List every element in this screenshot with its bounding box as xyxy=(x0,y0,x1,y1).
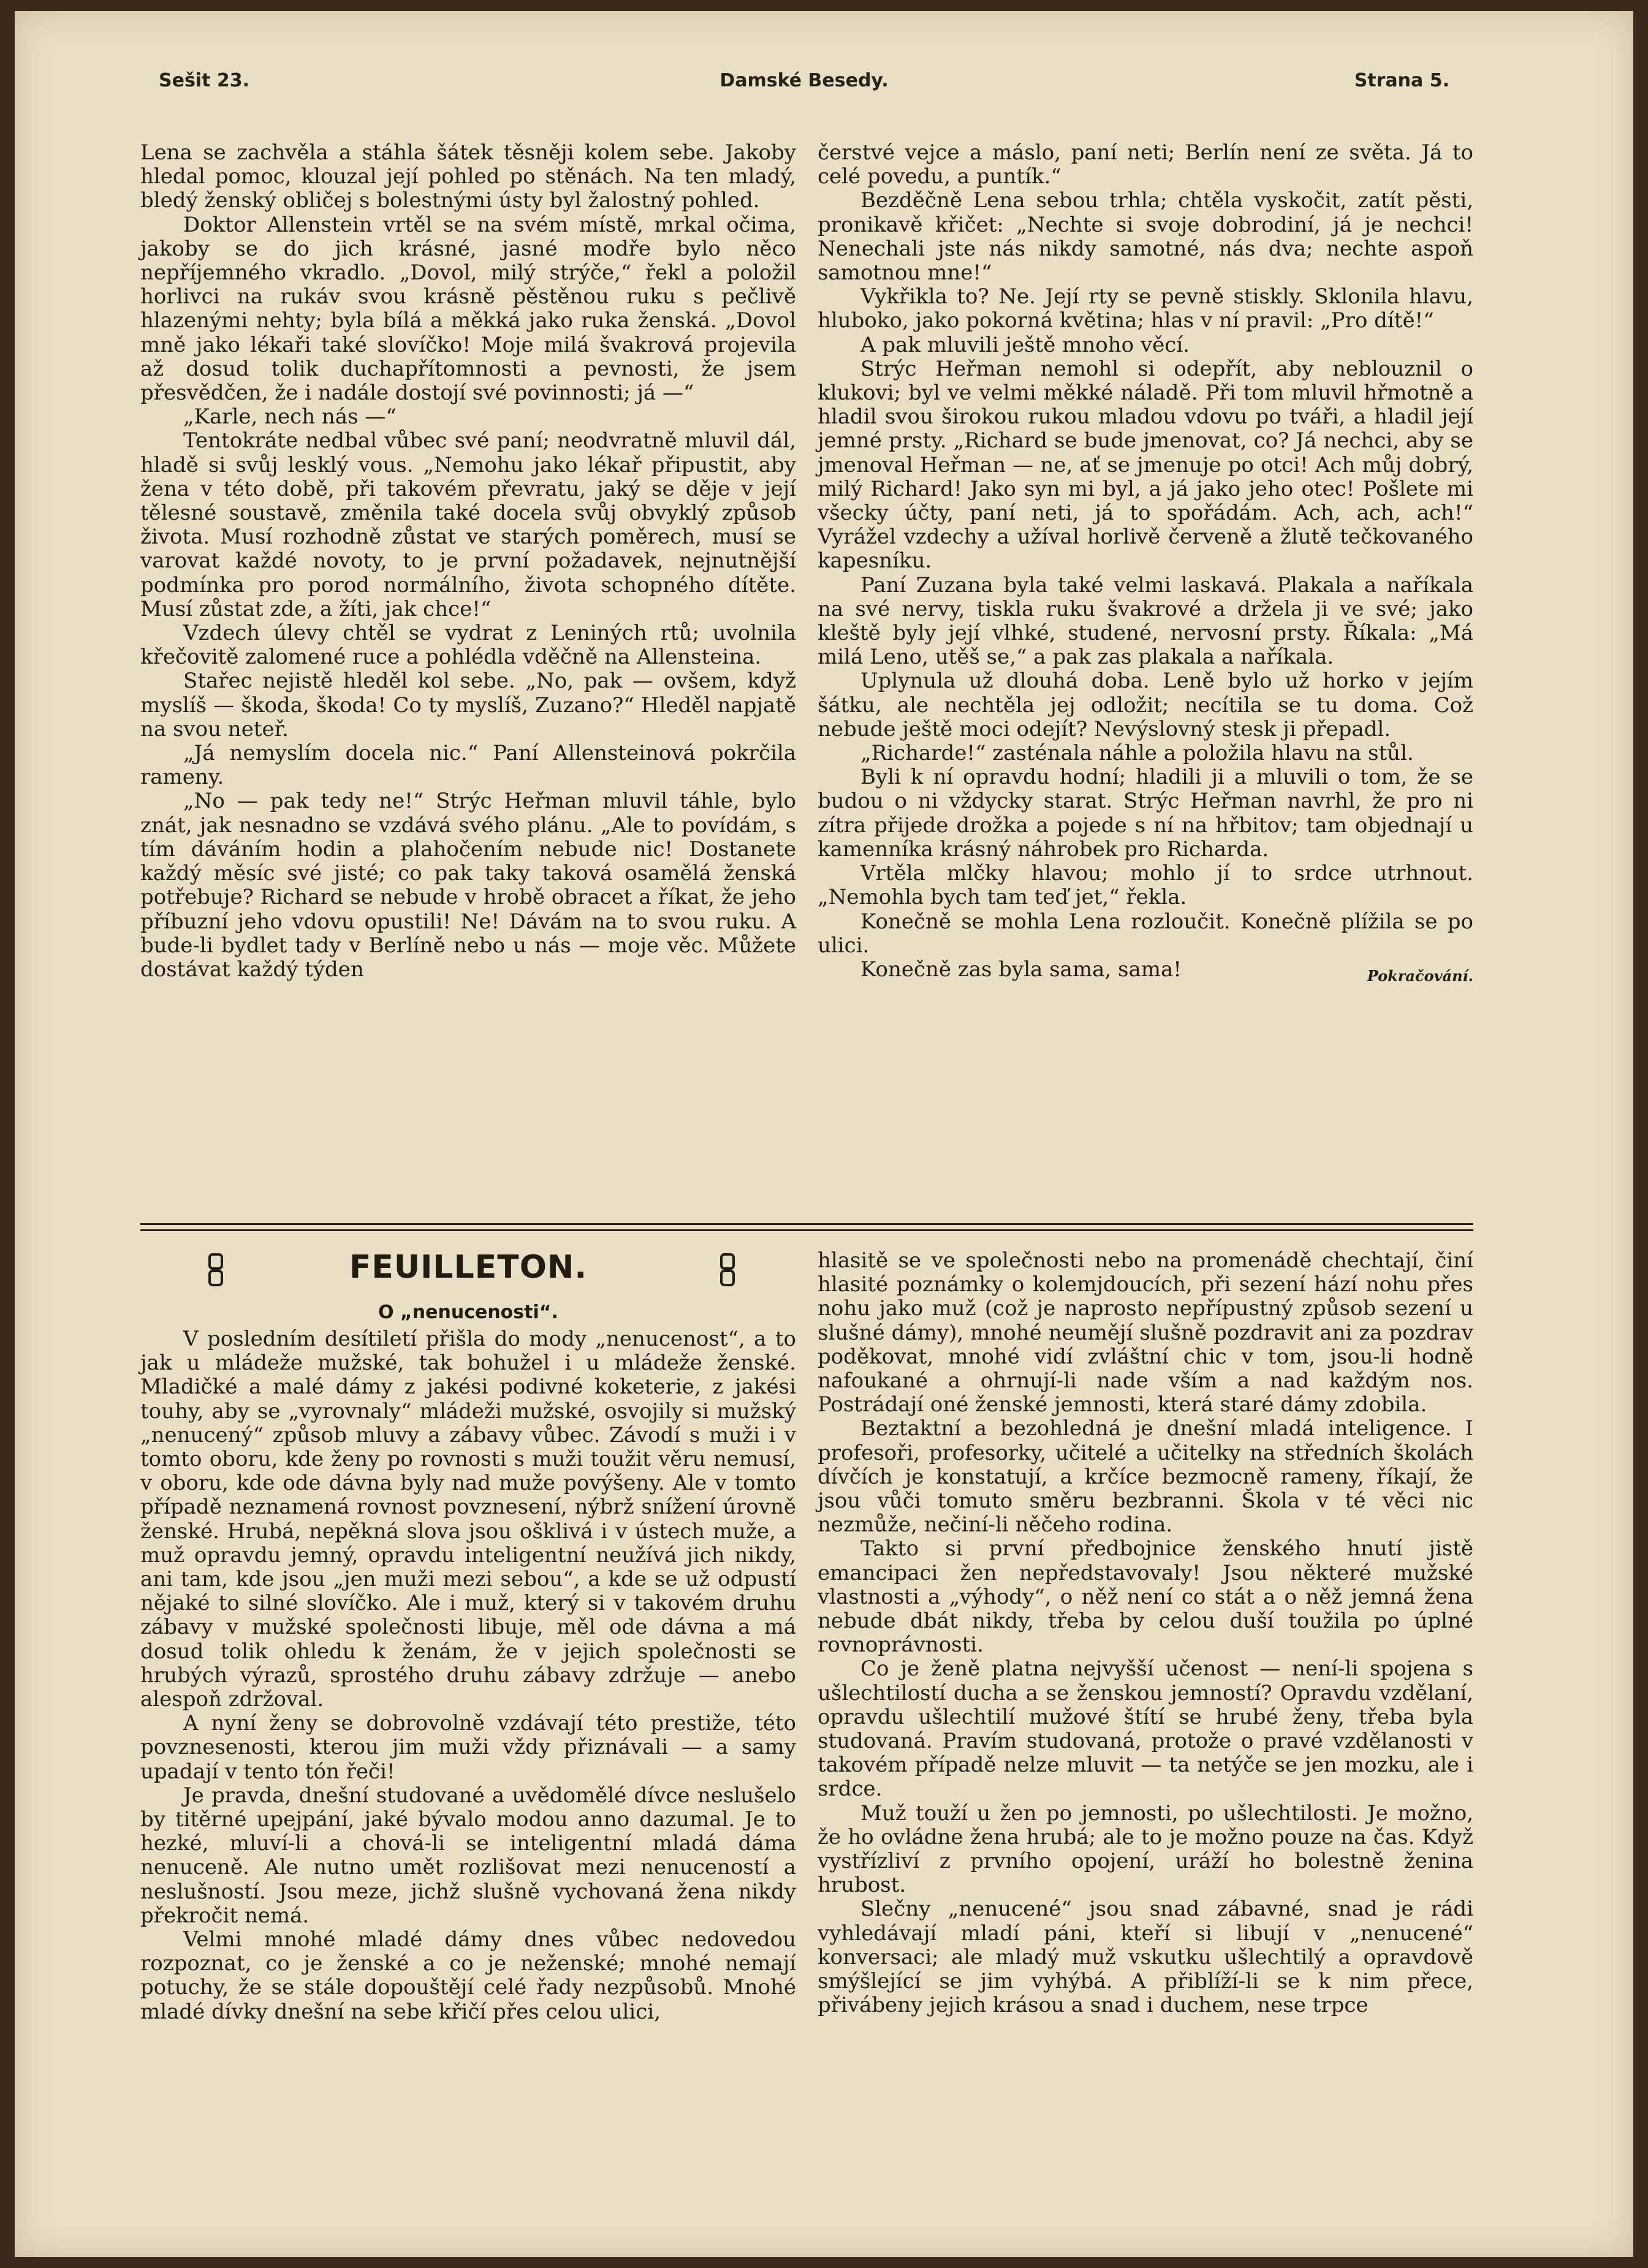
paragraph: Paní Zuzana byla také velmi laskavá. Plakala a naříkala na své nervy, tiskla ruku švakrové a držela ji ve své; jako kleště byly její vlhké, studené, nervosní prsty. Říkala: „Má milá Leno, utěš se,“ a pak zas plakala a naříkala. xyxy=(818,572,1473,670)
feuilleton-column-1 xyxy=(140,1327,796,2024)
paragraph: Takto si první předbojnice ženského hnutí jistě emancipaci žen nepředstavovaly! Jsou některé mužské vlastnosti a „výhody“, o něž není co stát a o něž jemná žena nebude dbát nikdy, třeba by celou duší toužila po úplné rovnoprávnosti. xyxy=(818,1536,1473,1658)
paragraph: Je pravda, dnešní studované a uvědomělé dívce neslušelo by titěrné upejpání, jaké bývalo modou anno dazumal. Je to hezké, mluví-li a chová-li se inteligentní mladá dáma nenuceně. Ale nutno umět rozlišovat mezi nenuceností a neslušností. Jsou meze, jichž slušně vychovaná žena nikdy překročit nemá. xyxy=(140,1783,796,1928)
paragraph: „Karle, nech nás —“ xyxy=(183,404,397,430)
article-title: O „nenucenosti“. xyxy=(378,1302,558,1323)
paragraph: Velmi mnohé mladé dámy dnes vůbec nedovedou rozpoznat, co je ženské a co je neženské; mnohé nemají potuchy, že se stále dopouštějí celé řady nezpůsobů. Mnohé mladé dívky dnešní na sebe křičí přes celou ulici, xyxy=(140,1927,796,2024)
feuilleton-heading xyxy=(140,1249,796,1322)
paragraph: Slečny „nenucené“ jsou snad zábavné, snad je rádi vyhledávají mladí páni, kteří si libují v „nenucené“ konversaci; ale mladý muž vskutku ušlechtilý a opravdově smýšlející se jim vyhýbá. A přiblíží-li se k nim přece, přivábeny jejich krásou a snad i duchem, nese trpce xyxy=(818,1897,1473,2018)
paragraph: Beztaktní a bezohledná je dnešní mladá inteligence. I profesoři, profesorky, učitelé a učitelky na středních školách dívčích je konstatují, a krčíce bezmocně rameny, říkají, že jsou vůči tomuto směru bezbranni. Škola v té věci nic nezmůže, nečiní-li něčeho rodina. xyxy=(818,1416,1473,1538)
paragraph: Uplynula už dlouhá doba. Leně bylo už horko v jejím šátku, ale nechtěla jej odložit; necítila se tu doma. Což nebude ještě moci odejít? Nevýslovný stesk ji přepadl. xyxy=(818,669,1473,741)
paragraph: A pak mluvili ještě mnoho věcí. xyxy=(860,332,1190,357)
paragraph-text: Konečně zas byla sama, sama! xyxy=(860,957,1182,982)
page-number: Strana 5. xyxy=(1354,70,1449,91)
running-header xyxy=(159,70,1449,101)
paragraph: „No — pak tedy ne!“ Strýc Heřman mluvil táhle, bylo znát, jak nesnadno se vzdává svého plánu. „Ale to povídám, s tím dáváním hodin a plahočením nebude nic! Dostanete každý měsíc své jisté; co pak taky taková osamělá ženská potřebuje? Richard se nebude v hrobě obracet a říkat, že jeho příbuzní jeho vdovu opustili! Ne! Dávám na to svou ruku. A bude-li bydlet tady v Berlíně nebo u nás — moje věc. Můžete dostávat každý týden xyxy=(140,789,796,982)
paragraph: čerstvé vejce a máslo, paní neti; Berlín není ze světa. Já to celé povedu, a puntík.“ xyxy=(818,140,1473,189)
paragraph: Vykřikla to? Ne. Její rty se pevně stiskly. Sklonila hlavu, hluboko, jako pokorná květina; hlas v ní pravil: „Pro dítě!“ xyxy=(818,284,1473,333)
paragraph: Stařec nejistě hleděl kol sebe. „No, pak — ovšem, když myslíš — škoda, škoda! Co ty myslíš, Zuzano?“ Hleděl napjatě na svou neteř. xyxy=(140,669,796,741)
story-column-1 xyxy=(140,141,796,982)
ornament-icon xyxy=(720,1253,735,1287)
section-divider-bottom xyxy=(140,1229,1473,1231)
section-title: FEUILLETON. xyxy=(349,1249,588,1286)
paragraph: Byli k ní opravdu hodní; hladili ji a mluvili o tom, že se budou o ni vždycky starat. Strýc Heřman navrhl, že pro ni zítra přijede drožka a pojede s ní na hřbitov; tam objednají u kamenníka krásný náhrobek pro Richarda. xyxy=(818,765,1473,862)
continued-note: Pokračování. xyxy=(1367,966,1473,985)
paragraph: V posledním desítiletí přišla do mody „nenucenost“, a to jak u mládeže mužské, tak bohužel i u mládeže ženské. Mladičké a malé dámy z jakési podivné koketerie, z jakési touhy, aby se „vyrovnaly“ mládeži mužské, osvojily si mužský „nenucený“ způsob mluvy a zábavy vůbec. Závodí s muži i v tomto oboru, kde ženy po rovnosti s muži toužit věru nemusí, v oboru, kde ode dávna byly nad muže povýšeny. Ale v tomto případě neznamená rovnost povznesení, nýbrž snížení úrovně ženské. Hrubá, nepěkná slova jsou ošklivá i v ústech muže, a muž opravdu jemný, opravdu inteligentní neužívá jich nikdy, ani tam, kde jsou „jen muži mezi sebou“, a kde se už odpustí nějaké to silné slovíčko. Ale i muž, který si v takovém druhu zábavy v mužské společnosti libuje, měl ode dávna a má dosud tolik ohledu k ženám, že v jejich společnosti se hrubých výrazů, sprostého druhu zábavy zdržuje — anebo alespoň zdržoval. xyxy=(140,1327,796,1712)
story-column-2 xyxy=(818,141,1473,988)
paragraph: Vrtěla mlčky hlavou; mohlo jí to srdce utrhnout. „Nemohla bych tam teď jet,“ řekla. xyxy=(818,861,1473,910)
paragraph: A nyní ženy se dobrovolně vzdávají této prestiže, této povznesenosti, kterou jim muži vždy přiznávali — a samy upadají v tento tón řeči! xyxy=(140,1711,796,1784)
paragraph: Doktor Allenstein vrtěl se na svém místě, mrkal očima, jakoby se do jich krásné, jasné modře bylo něco nepříjemného vkradlo. „Dovol, milý strýče,“ řekl a položil horlivci na rukáv svou krásně pěstěnou ruku s pečlivě hlazenými nehty; byla bílá a měkká jako ruka ženská. „Dovol mně jako lékaři také slovíčko! Moje milá švakrová projevila až dosud tolik duchapřítomnosti a pevnosti, že jsem přesvědčen, že i nadále dostojí své povinnosti; já —“ xyxy=(140,212,796,406)
paragraph: Lena se zachvěla a stáhla šátek těsněji kolem sebe. Jakoby hledal pomoc, klouzal její pohled po stěnách. Na ten mladý, bledý ženský obličej s bolestnými ústy byl žalostný pohled. xyxy=(140,140,796,213)
paragraph: hlasitě se ve společnosti nebo na promenádě chechtají, činí hlasité poznámky o kolemjdoucích, při sezení hází nohu přes nohu jako muž (což je naprosto nepřípustný způsob sezení u slušné dámy), mnohé neumějí slušně pozdravit ani za pozdrav poděkovat, mnohé vidí zvláštní chic v tom, jsou-li hodně nafoukané a ohrnují-li nade vším a nad každým nos. Postrádají oné ženské jemnosti, která staré dámy zdobila. xyxy=(818,1248,1473,1417)
magazine-title: Damské Besedy. xyxy=(720,70,889,91)
feuilleton-column-2 xyxy=(818,1249,1473,2018)
paragraph: Bezděčně Lena sebou trhla; chtěla vyskočit, zatít pěsti, pronikavě křičet: „Nechte si svoje dobrodiní, já je nechci! Nenechali jste nás nikdy samotné, nás dva; nechte aspoň samotnou mne!“ xyxy=(818,188,1473,286)
paragraph: Muž touží u žen po jemnosti, po ušlechtilosti. Je možno, že ho ovládne žena hrubá; ale to je možno pouze na čas. Když vystřízliví z prvního opojení, uráží ho bolestně ženina hrubost. xyxy=(818,1800,1473,1898)
paragraph: Konečně se mohla Lena rozloučit. Konečně plížila se po ulici. xyxy=(818,909,1473,958)
final-paragraph xyxy=(818,957,1473,985)
paragraph: Strýc Heřman nemohl si odepřít, aby neblouznil o klukovi; byl ve velmi měkké náladě. Při tom mluvil hřmotně a hladil svou širokou rukou mladou vdovu po tváři, a hladil její jemné prsty. „Richard se bude jmenovat, co? Já nechci, aby se jmenoval Heřman — ne, ať se jmenuje po otci! Ach můj dobrý, milý Richard! Jako syn mi byl, a já jako jeho otec! Pošlete mi všecky účty, paní neti, já to spořádám. Ach, ach, ach!“ Vyrážel vzdechy a užíval horlivě červeně a žlutě tečkovaného kapesníku. xyxy=(818,356,1473,574)
paragraph: Tentokráte nedbal vůbec své paní; neodvratně mluvil dál, hladě si svůj lesklý vous. „Nemohu jako lékař připustit, aby žena v této době, při takovém převratu, jaký se děje v její tělesné soustavě, změnila také docela svůj obvyklý způsob života. Musí rozhodně zůstat ve starých poměrech, musí se varovat každé novoty, to je první požadavek, nejnutnější podmínka pro porod normálního, života schopného dítěte. Musí zůstat zde, a žíti, jak chce!“ xyxy=(140,428,796,621)
paragraph: „Já nemyslím docela nic.“ Paní Allensteinová pokrčila rameny. xyxy=(140,741,796,790)
issue-number: Sešit 23. xyxy=(159,70,250,91)
paragraph: Co je ženě platna nejvyšší učenost — není-li spojena s ušlechtilostí ducha a se ženskou jemností? Opravdu vzdělaní, opravdu ušlechtilí mužové štítí se hrubé ženy, třeba byla studovaná. Pravím studovaná, protože o pravé vzdělanosti v takovém případě nelze mluvit — ta netýče se jen mozku, ale i srdce. xyxy=(818,1656,1473,1802)
section-divider-top xyxy=(140,1223,1473,1225)
magazine-page xyxy=(15,11,1633,2257)
paragraph: Vzdech úlevy chtěl se vydrat z Leniných rtů; uvolnila křečovitě zalomené ruce a pohlédla vděčně na Allensteina. xyxy=(140,621,796,670)
paragraph: „Richarde!“ zasténala náhle a položila hlavu na stůl. xyxy=(860,741,1414,766)
